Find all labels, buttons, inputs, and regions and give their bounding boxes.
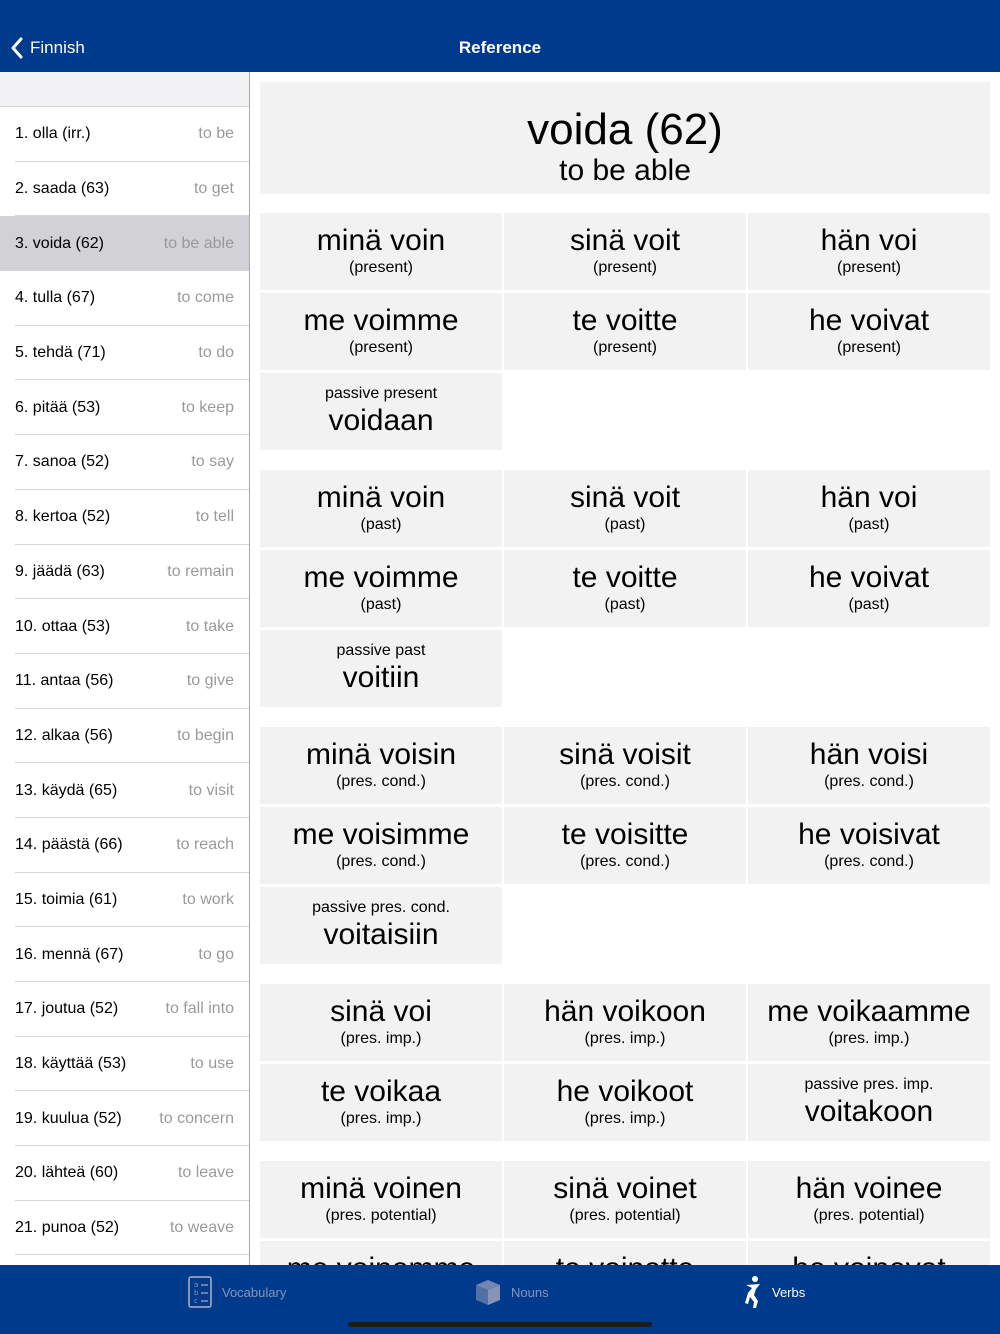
conjugation-cell[interactable] bbox=[260, 550, 502, 627]
verb-gloss: to tell bbox=[195, 508, 234, 526]
conjugated-form: minä voisin bbox=[305, 738, 457, 771]
conjugated-form: voidaan bbox=[328, 404, 434, 437]
verb-gloss: to do bbox=[198, 344, 234, 362]
conjugation-cell[interactable] bbox=[748, 1161, 990, 1238]
conjugated-form: me voimme bbox=[303, 304, 459, 337]
verb-header-card bbox=[260, 82, 990, 194]
conjugated-form: hän voi bbox=[820, 224, 918, 257]
verb-gloss: to weave bbox=[169, 1219, 234, 1237]
conjugation-cell[interactable] bbox=[260, 293, 502, 370]
conjugation-cell[interactable] bbox=[260, 1064, 502, 1141]
tense-label: (pres. potential) bbox=[813, 1207, 925, 1224]
tense-label: (present) bbox=[836, 259, 902, 276]
verb-list-item[interactable] bbox=[0, 1146, 249, 1201]
tab-label: Verbs bbox=[772, 1284, 806, 1300]
tense-label: (pres. cond.) bbox=[336, 853, 426, 870]
conjugated-form: te voikaa bbox=[320, 1075, 442, 1108]
verb-gloss: to work bbox=[182, 890, 234, 908]
verb-word: 2. saada (63) bbox=[15, 180, 110, 198]
back-label: Finnish bbox=[30, 38, 85, 57]
tab-label: Vocabulary bbox=[222, 1284, 287, 1300]
tab-nouns[interactable] bbox=[473, 1275, 549, 1309]
tense-label: (past) bbox=[604, 516, 646, 533]
svg-text:b: b bbox=[194, 1289, 199, 1297]
verb-list-item[interactable] bbox=[0, 709, 249, 764]
conjugation-cell[interactable] bbox=[504, 984, 746, 1061]
tense-label: (pres. cond.) bbox=[580, 853, 670, 870]
verb-list-item[interactable] bbox=[0, 107, 249, 162]
conjugated-form: voitakoon bbox=[804, 1095, 934, 1128]
passive-label: passive past bbox=[336, 642, 426, 659]
conjugated-form: me voisimme bbox=[292, 818, 470, 851]
verbs-icon bbox=[742, 1275, 764, 1309]
conjugation-cell[interactable] bbox=[260, 727, 502, 804]
verb-word: 19. kuulua (52) bbox=[15, 1109, 122, 1127]
verb-list-sidebar[interactable] bbox=[0, 72, 250, 1265]
conjugation-cell[interactable] bbox=[748, 293, 990, 370]
navigation-bar bbox=[0, 0, 1000, 72]
conjugated-form: te voitte bbox=[572, 561, 678, 594]
tab-label: Nouns bbox=[511, 1284, 549, 1300]
tense-label: (pres. cond.) bbox=[580, 773, 670, 790]
verb-word: 3. voida (62) bbox=[15, 234, 104, 252]
verb-gloss: to keep bbox=[181, 398, 234, 416]
conjugated-form: voitaisiin bbox=[323, 918, 439, 951]
tab-verbs[interactable] bbox=[742, 1275, 805, 1309]
verb-word: 21. punoa (52) bbox=[15, 1219, 120, 1237]
verb-word: 5. tehdä (71) bbox=[15, 344, 106, 362]
verb-word: 13. käydä (65) bbox=[15, 781, 118, 799]
page-title: Reference bbox=[458, 38, 542, 57]
verb-word: 7. sanoa (52) bbox=[15, 453, 110, 471]
tense-label: (pres. cond.) bbox=[824, 853, 914, 870]
tense-label: (pres. imp.) bbox=[828, 1030, 910, 1047]
conjugation-cell[interactable] bbox=[504, 550, 746, 627]
tense-label: (pres. cond.) bbox=[336, 773, 426, 790]
verb-list-item[interactable] bbox=[0, 435, 249, 490]
verb-list-item[interactable] bbox=[0, 654, 249, 709]
verb-word: 10. ottaa (53) bbox=[15, 617, 111, 635]
verb-title: voida (62) bbox=[527, 105, 723, 154]
verb-list-item[interactable] bbox=[0, 162, 249, 217]
tense-label: (past) bbox=[360, 516, 402, 533]
passive-conjugation-cell[interactable] bbox=[260, 630, 502, 707]
verb-list-item[interactable] bbox=[0, 763, 249, 818]
tense-label: (pres. imp.) bbox=[340, 1030, 422, 1047]
verb-gloss: to use bbox=[190, 1055, 234, 1073]
conjugated-form: me voimme bbox=[303, 561, 459, 594]
conjugated-form: me voikaamme bbox=[767, 995, 971, 1028]
verb-list-item[interactable] bbox=[0, 873, 249, 928]
verb-list-item[interactable] bbox=[0, 1091, 249, 1146]
tense-label: (present) bbox=[348, 259, 414, 276]
conjugation-cell[interactable] bbox=[504, 1161, 746, 1238]
verb-gloss: to take bbox=[185, 617, 234, 635]
verb-list-item-selected[interactable] bbox=[0, 216, 249, 271]
verb-list-item[interactable] bbox=[0, 927, 249, 982]
tense-label: (past) bbox=[848, 516, 890, 533]
conjugation-cell[interactable] bbox=[748, 213, 990, 290]
passive-label: passive pres. imp. bbox=[804, 1076, 934, 1093]
verb-gloss: to give bbox=[186, 672, 234, 690]
conjugation-cell[interactable] bbox=[504, 293, 746, 370]
conjugated-form: sinä voi bbox=[330, 995, 432, 1028]
conjugated-form: he voivat bbox=[808, 304, 930, 337]
tense-label: (past) bbox=[848, 596, 890, 613]
verb-word: 15. toimia (61) bbox=[15, 890, 118, 908]
verb-gloss: to remain bbox=[167, 562, 234, 580]
tense-label: (pres. imp.) bbox=[584, 1030, 666, 1047]
conjugation-cell[interactable] bbox=[260, 213, 502, 290]
conjugated-form: hän voisi bbox=[809, 738, 929, 771]
verb-gloss: to concern bbox=[159, 1109, 234, 1127]
sidebar-header bbox=[0, 72, 249, 107]
verb-word: 14. päästä (66) bbox=[15, 836, 123, 854]
conjugation-cell[interactable] bbox=[260, 1161, 502, 1238]
verb-list-item[interactable] bbox=[0, 271, 249, 326]
verb-word: 18. käyttää (53) bbox=[15, 1055, 127, 1073]
conjugation-panel[interactable] bbox=[250, 72, 1000, 1265]
conjugation-cell[interactable] bbox=[748, 984, 990, 1061]
conjugated-form: minä voin bbox=[316, 224, 446, 257]
verb-word: 11. antaa (56) bbox=[15, 672, 114, 690]
tense-label: (present) bbox=[348, 339, 414, 356]
svg-text:c: c bbox=[194, 1297, 198, 1305]
verb-list-item[interactable] bbox=[0, 599, 249, 654]
verb-gloss: to leave bbox=[177, 1164, 234, 1182]
tense-label: (past) bbox=[604, 596, 646, 613]
conjugated-form: minä voin bbox=[316, 481, 446, 514]
conjugation-cell[interactable] bbox=[260, 470, 502, 547]
conjugation-cell[interactable] bbox=[748, 807, 990, 884]
tense-label: (present) bbox=[592, 339, 658, 356]
verb-list-item[interactable] bbox=[0, 982, 249, 1037]
conjugated-form: te voitte bbox=[572, 304, 678, 337]
verb-list-item[interactable] bbox=[0, 545, 249, 600]
passive-conjugation-cell[interactable] bbox=[748, 1064, 990, 1141]
conjugation-cell[interactable] bbox=[260, 807, 502, 884]
conjugated-form: sinä voinet bbox=[553, 1172, 697, 1205]
conjugation-cell[interactable] bbox=[748, 470, 990, 547]
conjugation-cell[interactable] bbox=[748, 727, 990, 804]
verb-list-item[interactable] bbox=[0, 818, 249, 873]
tense-label: (pres. potential) bbox=[325, 1207, 437, 1224]
verb-gloss: to get bbox=[193, 180, 234, 198]
verb-list-item[interactable] bbox=[0, 380, 249, 435]
conjugated-form: hän voi bbox=[820, 481, 918, 514]
conjugated-form: minä voinen bbox=[300, 1172, 462, 1205]
conjugated-form: hän voinee bbox=[795, 1172, 943, 1205]
tense-label: (past) bbox=[360, 596, 402, 613]
conjugated-form: sinä voit bbox=[569, 224, 681, 257]
conjugated-form: hän voikoon bbox=[544, 995, 706, 1028]
conjugated-form: sinä voit bbox=[569, 481, 681, 514]
passive-conjugation-cell[interactable] bbox=[260, 373, 502, 450]
tense-label: (present) bbox=[592, 259, 658, 276]
conjugation-cell[interactable] bbox=[260, 984, 502, 1061]
verb-gloss: to say bbox=[191, 453, 234, 471]
verb-list-item[interactable] bbox=[0, 490, 249, 545]
conjugated-form: voitiin bbox=[342, 661, 420, 694]
svg-text:a: a bbox=[194, 1281, 199, 1289]
conjugation-cell[interactable] bbox=[504, 1064, 746, 1141]
verb-gloss: to begin bbox=[177, 726, 234, 744]
conjugated-form: te voisitte bbox=[561, 818, 689, 851]
verb-word: 12. alkaa (56) bbox=[15, 726, 113, 744]
conjugation-cell[interactable] bbox=[504, 807, 746, 884]
verb-gloss: to reach bbox=[176, 836, 234, 854]
conjugation-cell[interactable] bbox=[748, 550, 990, 627]
verb-word: 9. jäädä (63) bbox=[15, 562, 105, 580]
home-indicator bbox=[348, 1322, 652, 1327]
verb-word: 6. pitää (53) bbox=[15, 398, 101, 416]
verb-meaning: to be able bbox=[559, 154, 691, 187]
verb-list-item[interactable] bbox=[0, 1201, 249, 1256]
conjugated-form: sinä voisit bbox=[559, 738, 691, 771]
vocabulary-icon bbox=[188, 1276, 214, 1308]
verb-gloss: to be bbox=[198, 125, 234, 143]
conjugation-cell[interactable] bbox=[504, 213, 746, 290]
conjugation-cell[interactable] bbox=[504, 727, 746, 804]
verb-word: 4. tulla (67) bbox=[15, 289, 96, 307]
verb-gloss: to fall into bbox=[165, 1000, 234, 1018]
tense-label: (pres. potential) bbox=[569, 1207, 681, 1224]
passive-conjugation-cell[interactable] bbox=[260, 887, 502, 964]
conjugated-form: he voivat bbox=[808, 561, 930, 594]
verb-word: 20. lähteä (60) bbox=[15, 1164, 119, 1182]
verb-gloss: to go bbox=[198, 945, 234, 963]
tense-label: (pres. imp.) bbox=[584, 1110, 666, 1127]
tense-label: (pres. cond.) bbox=[824, 773, 914, 790]
nouns-icon bbox=[473, 1277, 503, 1307]
verb-word: 8. kertoa (52) bbox=[15, 508, 111, 526]
verb-word: 1. olla (irr.) bbox=[15, 125, 91, 143]
verb-list-item[interactable] bbox=[0, 1037, 249, 1092]
tense-label: (pres. imp.) bbox=[340, 1110, 422, 1127]
passive-label: passive pres. cond. bbox=[312, 899, 450, 916]
tense-label: (present) bbox=[836, 339, 902, 356]
verb-gloss: to visit bbox=[188, 781, 234, 799]
verb-gloss: to come bbox=[177, 289, 234, 307]
conjugation-cell[interactable] bbox=[504, 470, 746, 547]
verb-word: 16. mennä (67) bbox=[15, 945, 124, 963]
conjugated-form: he voisivat bbox=[798, 818, 940, 851]
verb-gloss: to be able bbox=[163, 234, 234, 252]
tab-vocabulary[interactable] bbox=[188, 1275, 286, 1309]
verb-word: 17. joutua (52) bbox=[15, 1000, 119, 1018]
conjugated-form: he voikoot bbox=[556, 1075, 694, 1108]
verb-list-item[interactable] bbox=[0, 326, 249, 381]
passive-label: passive present bbox=[324, 385, 438, 402]
